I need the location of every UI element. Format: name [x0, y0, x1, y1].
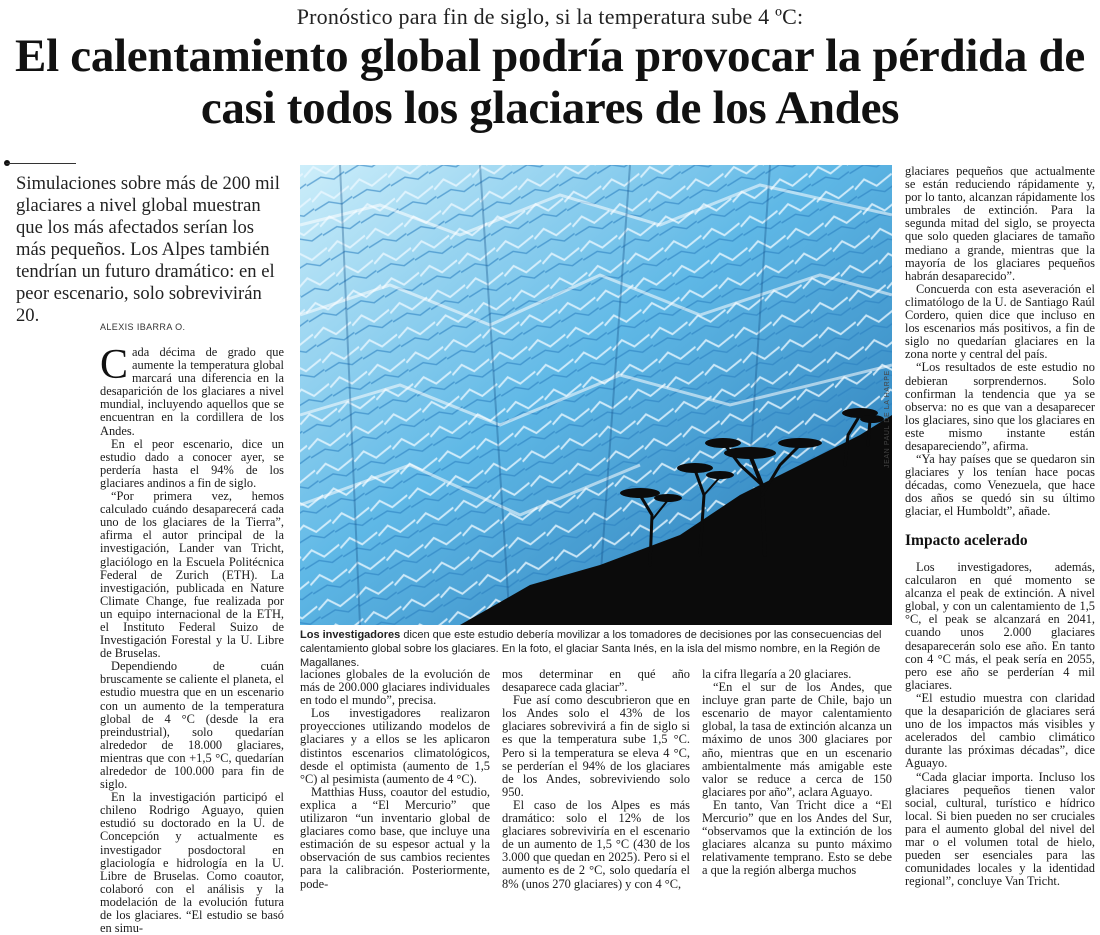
column-1	[100, 342, 284, 935]
column-5-top	[905, 165, 1095, 519]
glacier-photo	[300, 165, 892, 625]
photo-credit: JEAN PAUL DE LA HARPE	[884, 370, 891, 468]
paragraph: “En el sur de los Andes, que incluye gran parte de Chile, bajo un escenario de mayor calentamiento global, la tasa de extinción alcanza un máximo de unos 300 glaciares por año, mientras que en un escenario ambientalmente más amigable este valor se reduce a cerca de 150 glaciares por año”, aclara Aguayo.	[702, 680, 892, 799]
paragraph: Los investigadores, además, calcularon en qué momento se alcanza el peak de extinción. A nivel global, y con un calentamiento de 1,5 °C, el peak se alcanzará en 2041, cuando unos 2.000 glaciares desaparecerán solo ese año. En tanto con 4 °C más, el peak sería en 2055, pero ese año se perderían 4 mil glaciares.	[905, 560, 1095, 692]
paragraph: “El estudio muestra con claridad que la desaparición de glaciares será uno de los impactos más visibles y acelerados del cambio climático durante las próximas décadas”, dice Aguayo.	[905, 690, 1095, 771]
paragraph: “Cada glaciar importa. Incluso los glaciares pequeños tienen valor social, cultural, turístico e hídrico local. Si bien pueden no ser cruciales para el aumento global del nivel del mar o el volumen total de hielo, pueden ser esenciales para las comunidades locales y la identidad regional”, concluye Van Tricht.	[905, 769, 1095, 889]
paragraph: mos determinar en qué año desaparece cada glaciar”.	[502, 667, 690, 695]
paragraph: Dependiendo de cuán bruscamente se caliente el planeta, el estudio muestra que en un escenario con un aumento de la temperatura global de 4 °C (desde la era preindustrial), solo quedarían alrededor de 18.000 glaciares, mientras que con +1,5 °C, quedarían alrededor de 100.000 para fin de siglo.	[100, 659, 284, 792]
caption-text: dicen que este estudio debería movilizar a los tomadores de decisiones por las consecuencias del calentamiento global sobre los glaciares. En la foto, el glaciar Santa Inés, en la isla del mismo nombre, en la Región de Magallanes.	[300, 629, 882, 669]
paragraph: glaciares pequeños que actualmente se están reduciendo rápidamente y, por lo tanto, alcanzan rápidamente los umbrales de extinción. Para la segunda mitad del siglo, se proyecta que solo queden glaciares de tamaño mediano a grande, mientras que la mayoría de los glaciares pequeños habrán desaparecido”.	[905, 164, 1095, 283]
column-4	[702, 668, 892, 878]
deck-rule	[6, 163, 76, 164]
paragraph: laciones globales de la evolución de más de 200.000 glaciares individuales en todo el mundo”, precisa.	[300, 667, 490, 708]
byline: ALEXIS IBARRA O.	[100, 322, 186, 332]
article-deck: Simulaciones sobre más de 200 mil glaciares a nivel global muestran que los más afectados serían los más pequeños. Los Alpes también tendrían un futuro dramático: en el peor escenario, solo sobrevivirán 20.	[16, 173, 280, 326]
paragraph: Cada décima de grado que aumente la temperatura global marcará una diferencia en la desaparición de los glaciares a nivel mundial, incluyendo aquellos que se encuentran en la cordillera de los Andes.	[100, 342, 284, 438]
paragraph: En el peor escenario, dice un estudio dado a conocer ayer, se perdería hasta el 94% de los glaciares andinos a fin de siglo.	[100, 436, 284, 490]
paragraph: “Los resultados de este estudio no debieran sorprendernos. Solo confirman la tendencia que ya se observa: no es que van a desaparecer los glaciares, sino que los glaciares en este mismo instante están desapareciendo”, afirma.	[905, 360, 1095, 453]
drop-cap: C	[100, 342, 129, 388]
paragraph: Los investigadores realizaron proyecciones utilizando modelos de glaciares y a ellos se les aplicaron distintos escenarios climatológicos, desde el optimista (aumento de 1,5 °C) al pesimista (aumento de 4 °C).	[300, 706, 490, 786]
paragraph: En tanto, Van Tricht dice a “El Mercurio” que en los Andes del Sur, “observamos que la extinción de los glaciares alcanza su punto máximo relativamente temprano. Esto se debe a que la región alberga muchos	[702, 797, 892, 878]
paragraph: Concuerda con esta aseveración el climatólogo de la U. de Santiago Raúl Cordero, quien dice que incluso en los escenarios más positivos, a fin de siglo no quedarían glaciares en la zona norte y central del país.	[905, 281, 1095, 362]
paragraph: Fue así como descubrieron que en los Andes solo el 43% de los glaciares sobrevivirá a fin de siglo si es que la temperatura sube 1,5 °C. Pero si la temperatura se eleva 4 °C, se perderían el 94% de los glaciares de los Andes, sobreviviendo solo 950.	[502, 693, 690, 799]
section-subhead: Impacto acelerado	[905, 532, 1028, 549]
paragraph: “Por primera vez, hemos calculado cuándo desaparecerá cada uno de los glaciares de la Tierra”, afirma el autor principal de la investigación, Lander van Tricht, glaciólogo en la Escuela Politécnica Federal de Zurich (ETH). La investigación, publicada en Nature Climate Change, fue realizada por un equipo internacional de la ETH, el Instituto Federal Suizo de Investigación Forestal y la U. Libre de Bruselas.	[100, 489, 284, 661]
paragraph: En la investigación participó el chileno Rodrigo Aguayo, quien estudió su doctorado en la U. de Concepción y actualmente es investigador posdoctoral en glaciología e hidrología en la U. Libre de Bruselas. Como coautor, colaboró con el análisis y la modelación de la evolución futura de los glaciares. “El estudio se basó en simu-	[100, 790, 284, 935]
column-5-bottom	[905, 561, 1095, 888]
article-headline: El calentamiento global podría provocar la pérdida de casi todos los glaciares de los Andes	[15, 30, 1085, 134]
column-2	[300, 668, 490, 891]
column-3	[502, 668, 690, 891]
paragraph: la cifra llegaría a 20 glaciares.	[702, 667, 852, 681]
paragraph: El caso de los Alpes es más dramático: solo el 12% de los glaciares sobreviviría en el escenario de un aumento de 1,5 °C (430 de los 3.000 que quedan en 2025). Pero si el aumento es de 2 °C, solo quedaría el 8% (unos 270 glaciares) y con 4 °C,	[502, 797, 690, 891]
paragraph: “Ya hay países que se quedaron sin glaciares y los tenían hace pocas décadas, como Venezuela, que hace dos años se quedó sin su último glaciar, el Humboldt”, añade.	[905, 452, 1095, 519]
article-kicker: Pronóstico para fin de siglo, si la temperatura sube 4 ºC:	[296, 4, 804, 29]
caption-lead: Los investigadores	[300, 629, 401, 641]
paragraph: Matthias Huss, coautor del estudio, explica a “El Mercurio” que utilizaron “un inventario global de glaciares como base, que incluye una estimación de su espesor actual y la observación de sus cambios recientes para la calibración. Posteriormente, pode-	[300, 784, 490, 891]
photo-caption	[300, 628, 892, 670]
